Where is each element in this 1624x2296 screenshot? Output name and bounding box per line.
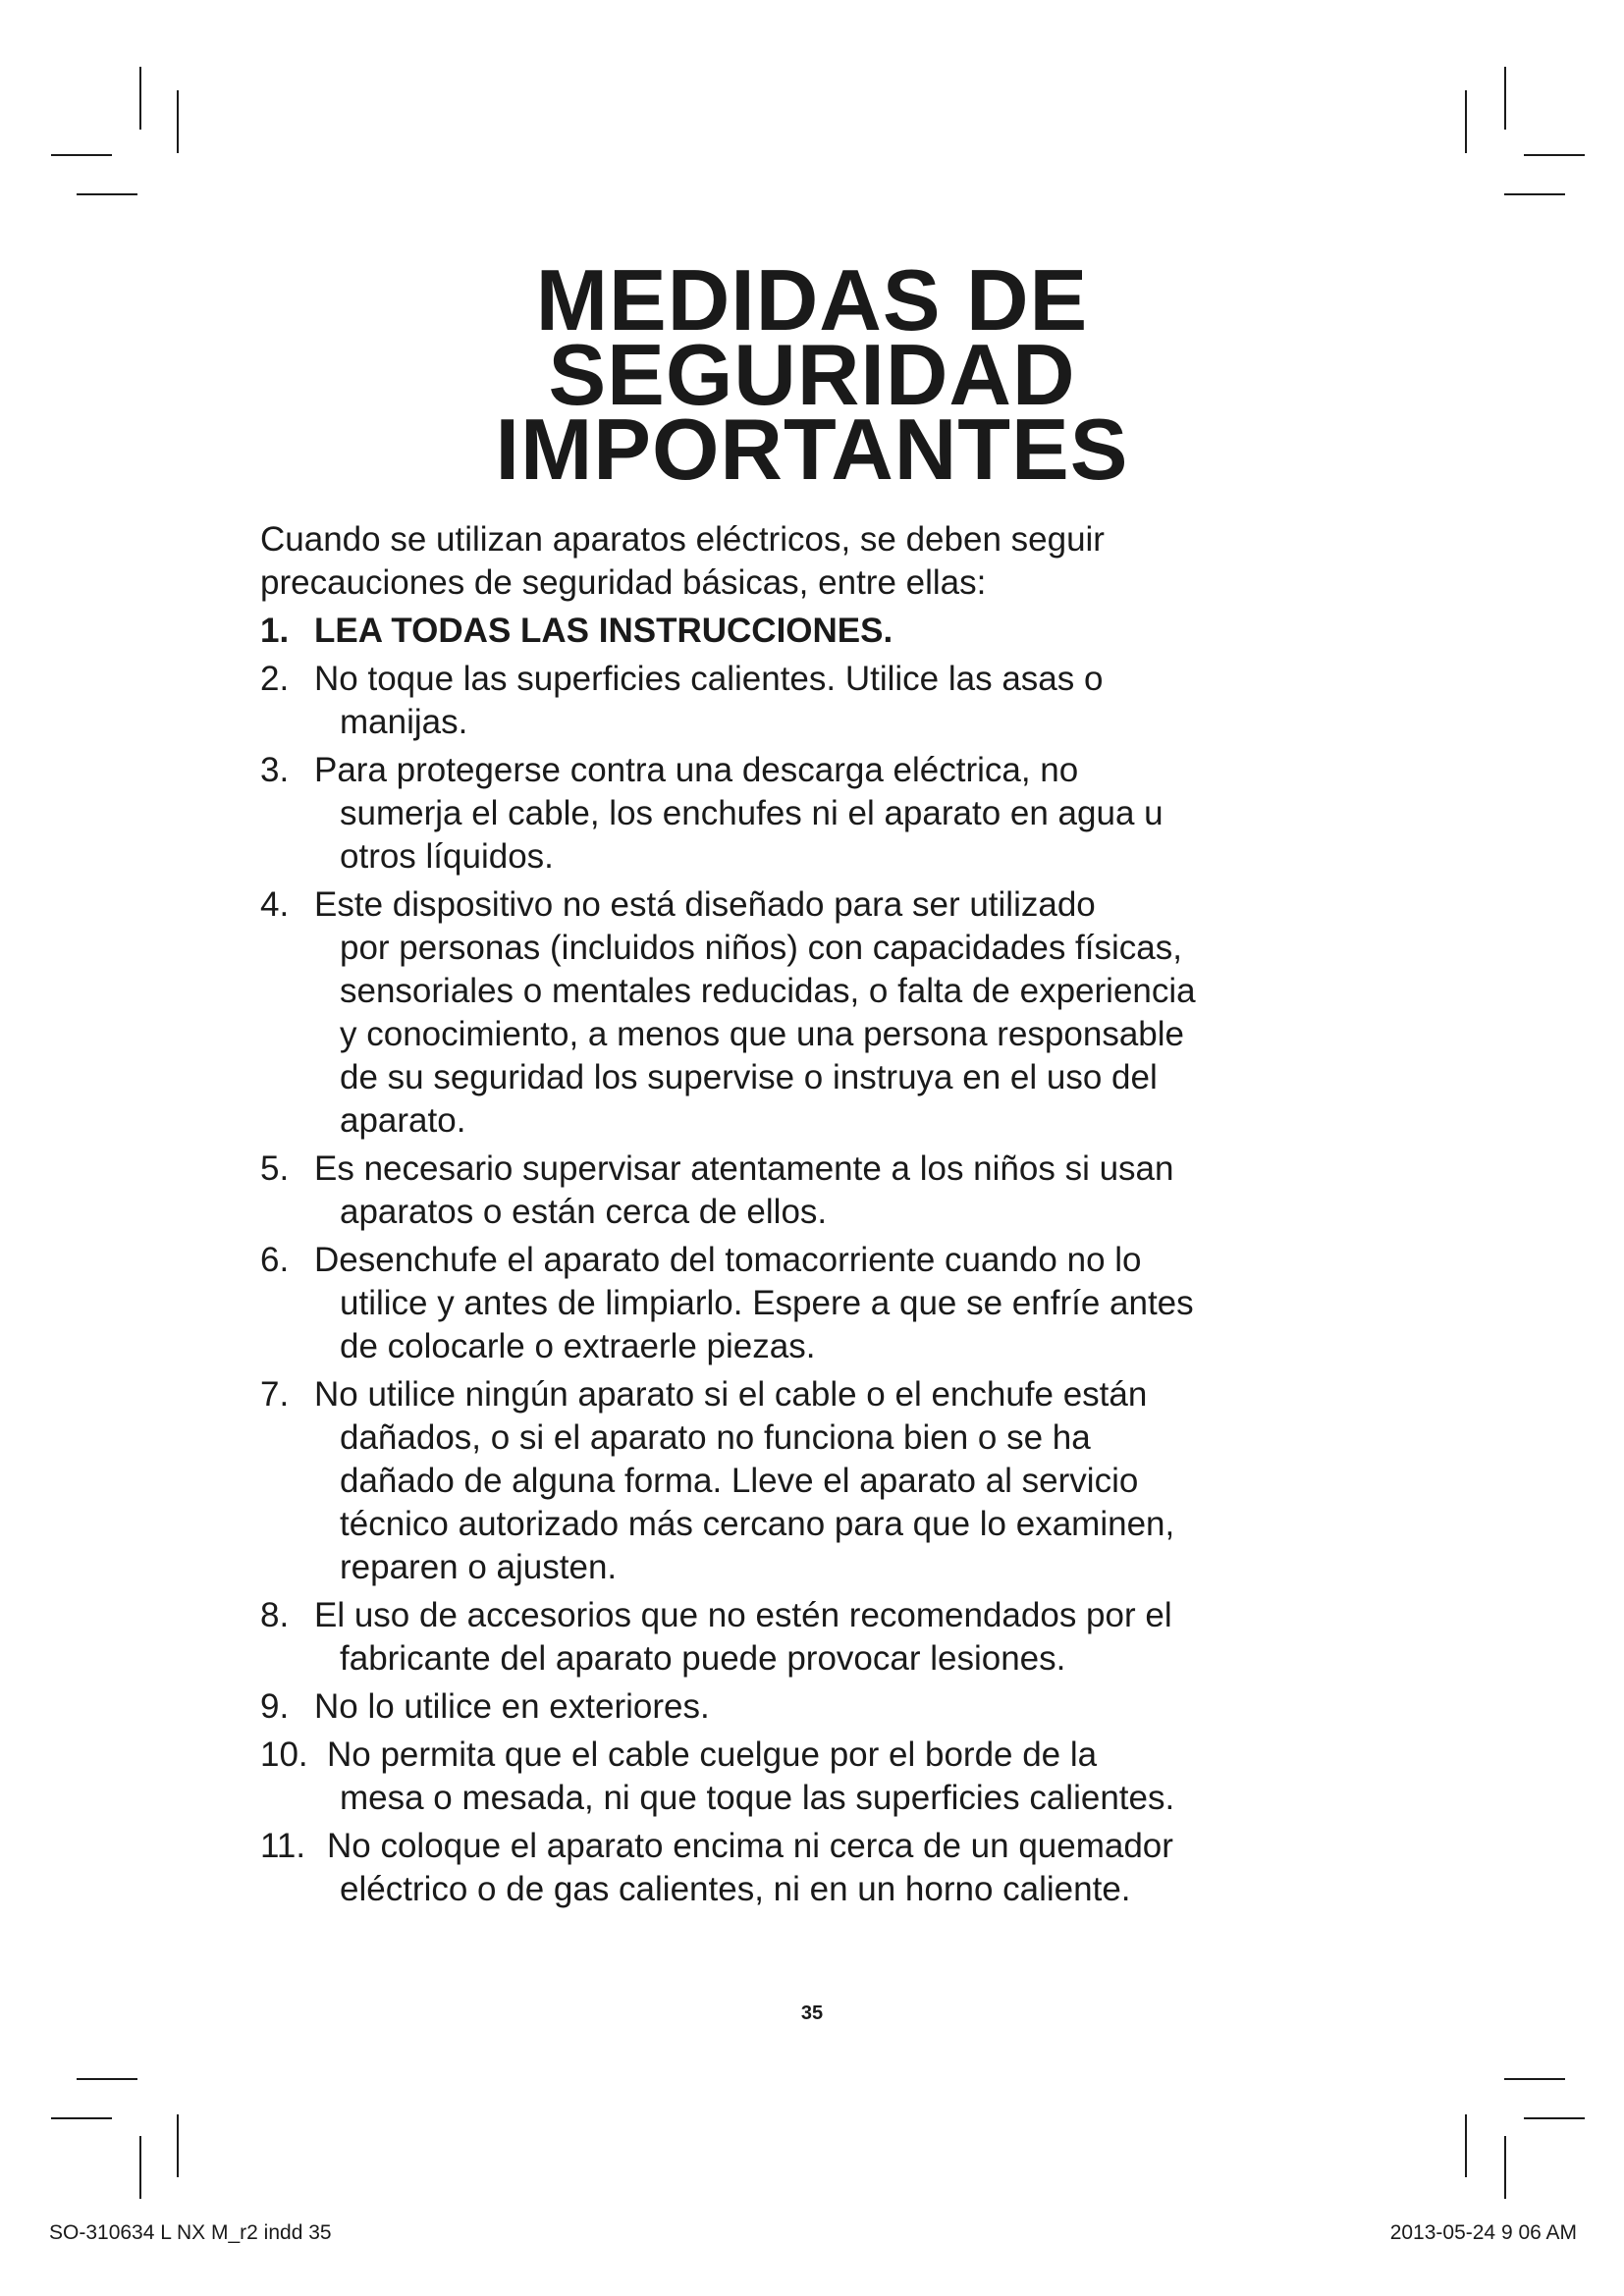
item-line: dañados, o si el aparato no funciona bien o se ha	[340, 1418, 1091, 1457]
list-item	[260, 1239, 1380, 1368]
list-item	[260, 1148, 1380, 1234]
footer-file-info: SO-310634 L NX M_r2 indd 35	[49, 2221, 332, 2244]
crop-mark	[1524, 2117, 1585, 2119]
crop-mark	[177, 2114, 179, 2177]
crop-mark	[1504, 67, 1506, 130]
item-line: otros líquidos.	[340, 837, 554, 876]
item-line: eléctrico o de gas calientes, ni en un horno caliente.	[340, 1870, 1131, 1908]
crop-mark	[51, 154, 112, 156]
title-line: SEGURIDAD	[548, 326, 1076, 423]
item-line: aparato.	[340, 1101, 466, 1140]
crop-mark	[51, 2117, 112, 2119]
list-item	[260, 1594, 1380, 1681]
crop-mark	[1465, 90, 1467, 153]
crop-mark	[77, 2078, 137, 2080]
crop-mark	[1524, 154, 1585, 156]
list-item	[260, 883, 1380, 1143]
item-line: No lo utilice en exteriores.	[314, 1687, 710, 1726]
item-number: 8.	[260, 1596, 290, 1634]
page-title	[0, 251, 1624, 498]
crop-mark	[1504, 2136, 1506, 2199]
item-line: El uso de accesorios que no estén recomendados por el	[314, 1596, 1172, 1634]
item-line: LEA TODAS LAS INSTRUCCIONES.	[314, 612, 893, 650]
item-number: 1.	[260, 612, 290, 650]
item-line: sumerja el cable, los enchufes ni el aparato en agua u	[340, 794, 1164, 832]
item-line: Para protegerse contra una descarga eléctrica, no	[314, 751, 1079, 789]
crop-mark	[1465, 2114, 1467, 2177]
item-line: fabricante del aparato puede provocar lesiones.	[340, 1639, 1066, 1678]
item-line: Desenchufe el aparato del tomacorriente cuando no lo	[314, 1241, 1142, 1279]
crop-mark	[77, 193, 137, 195]
crop-mark	[1504, 193, 1565, 195]
list-item	[260, 1373, 1380, 1589]
item-line: No toque las superficies calientes. Utilice las asas o	[314, 660, 1104, 698]
item-line: mesa o mesada, ni que toque las superficies calientes.	[340, 1779, 1175, 1817]
crop-mark	[139, 67, 141, 130]
footer-timestamp: 2013-05-24 9 06 AM	[1389, 2221, 1577, 2244]
item-number: 11.	[260, 1827, 306, 1865]
list-item	[260, 610, 1380, 653]
title-line: MEDIDAS DE	[535, 251, 1089, 348]
item-line: por personas (incluidos niños) con capacidades físicas,	[340, 929, 1182, 967]
intro-paragraph	[260, 518, 1380, 605]
item-line: de colocarle o extraerle piezas.	[340, 1327, 816, 1365]
item-line: y conocimiento, a menos que una persona responsable	[340, 1015, 1184, 1053]
list-item	[260, 658, 1380, 744]
item-number: 2.	[260, 660, 290, 698]
list-item	[260, 1685, 1380, 1729]
crop-mark	[1504, 2078, 1565, 2080]
list-item	[260, 1734, 1380, 1820]
crop-mark	[139, 2136, 141, 2199]
item-number: 6.	[260, 1241, 290, 1279]
item-line: No permita que el cable cuelgue por el borde de la	[327, 1735, 1098, 1774]
item-number: 7.	[260, 1375, 290, 1414]
intro-line: Cuando se utilizan aparatos eléctricos, se deben seguir	[260, 520, 1105, 559]
item-number: 3.	[260, 751, 290, 789]
item-line: Este dispositivo no está diseñado para ser utilizado	[314, 885, 1096, 924]
item-line: Es necesario supervisar atentamente a los niños si usan	[314, 1149, 1174, 1188]
item-line: aparatos o están cerca de ellos.	[340, 1193, 828, 1231]
item-line: No coloque el aparato encima ni cerca de un quemador	[327, 1827, 1173, 1865]
item-number: 10.	[260, 1735, 308, 1774]
intro-line: precauciones de seguridad básicas, entre ellas:	[260, 563, 987, 602]
list-item	[260, 1825, 1380, 1911]
crop-mark	[177, 90, 179, 153]
list-item	[260, 749, 1380, 879]
item-line: de su seguridad los supervise o instruya en el uso del	[340, 1058, 1158, 1096]
safety-content	[260, 518, 1380, 1916]
item-number: 4.	[260, 885, 290, 924]
page-number: 35	[800, 2002, 824, 2024]
item-line: utilice y antes de limpiarlo. Espere a que se enfríe antes	[340, 1284, 1194, 1322]
item-line: No utilice ningún aparato si el cable o el enchufe están	[314, 1375, 1148, 1414]
item-line: sensoriales o mentales reducidas, o falta de experiencia	[340, 972, 1196, 1010]
item-line: reparen o ajusten.	[340, 1548, 618, 1586]
item-number: 9.	[260, 1687, 290, 1726]
item-line: manijas.	[340, 703, 468, 741]
item-line: técnico autorizado más cercano para que lo examinen,	[340, 1505, 1175, 1543]
title-line: IMPORTANTES	[495, 400, 1129, 498]
item-number: 5.	[260, 1149, 290, 1188]
item-line: dañado de alguna forma. Lleve el aparato al servicio	[340, 1462, 1139, 1500]
